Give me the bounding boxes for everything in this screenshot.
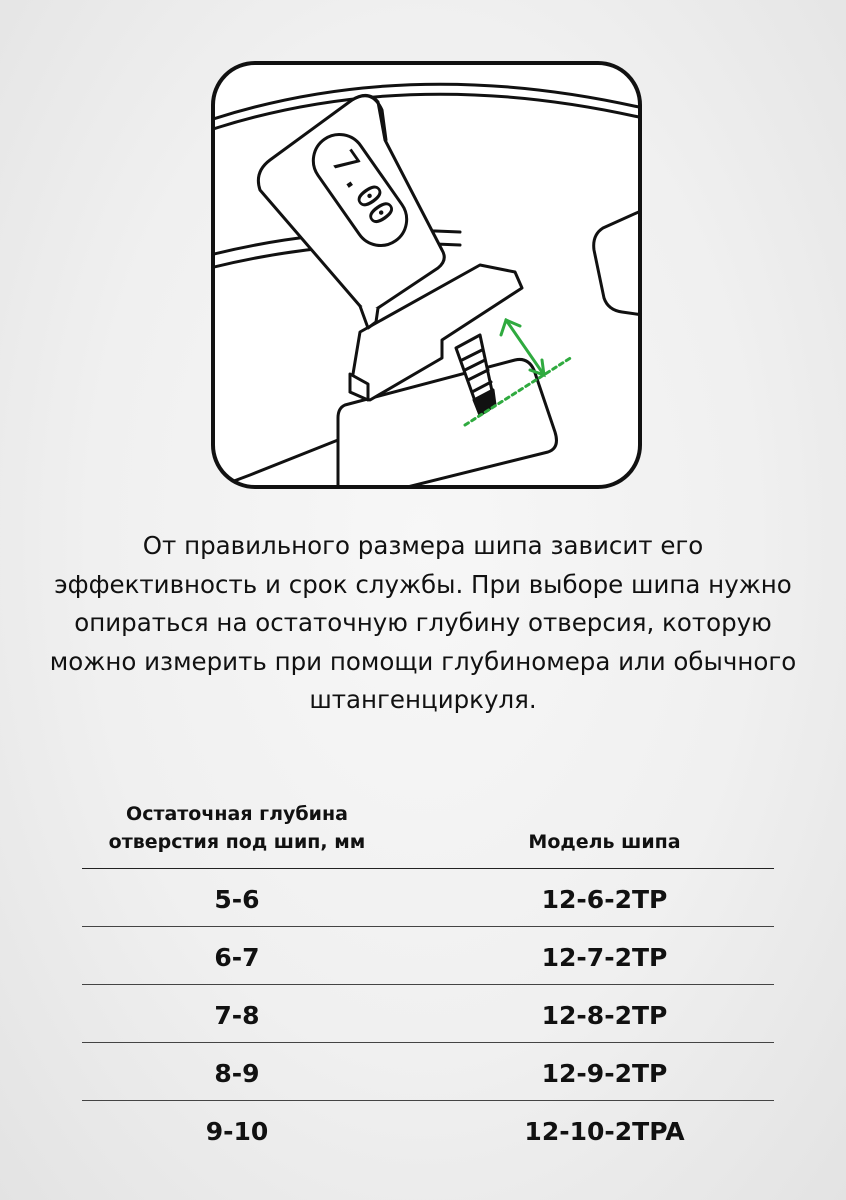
depth-cell: 8-9 xyxy=(214,1059,260,1088)
table-row xyxy=(82,1043,774,1101)
description-paragraph: От правильного размера шипа зависит его эффективность и срок службы. При выборе шипа нужно опираться на остаточную глубину отверсия, которую можно измерить при помощи глубиномера или обычного штангенциркуля. xyxy=(49,531,797,714)
table-header xyxy=(82,800,774,869)
table-row xyxy=(82,927,774,985)
header-depth: Остаточная глубина отверстия под шип, мм xyxy=(108,803,366,853)
depth-cell: 9-10 xyxy=(205,1117,269,1146)
model-cell: 12-8-2TP xyxy=(541,1001,668,1030)
depth-gauge-illustration xyxy=(210,60,643,490)
table-row xyxy=(82,985,774,1043)
depth-cell: 5-6 xyxy=(214,885,260,914)
depth-gauge-icon xyxy=(210,60,643,490)
model-cell: 12-6-2TP xyxy=(541,885,668,914)
table-row xyxy=(82,1101,774,1158)
model-cell: 12-9-2TP xyxy=(541,1059,668,1088)
depth-cell: 7-8 xyxy=(214,1001,260,1030)
model-cell: 12-7-2TP xyxy=(541,943,668,972)
gauge-display-value: 7.00 xyxy=(322,143,403,234)
table-row xyxy=(82,869,774,927)
model-cell: 12-10-2TPA xyxy=(524,1117,685,1146)
header-model: Модель шипа xyxy=(528,831,681,853)
depth-cell: 6-7 xyxy=(214,943,260,972)
stud-size-table xyxy=(82,800,774,1158)
